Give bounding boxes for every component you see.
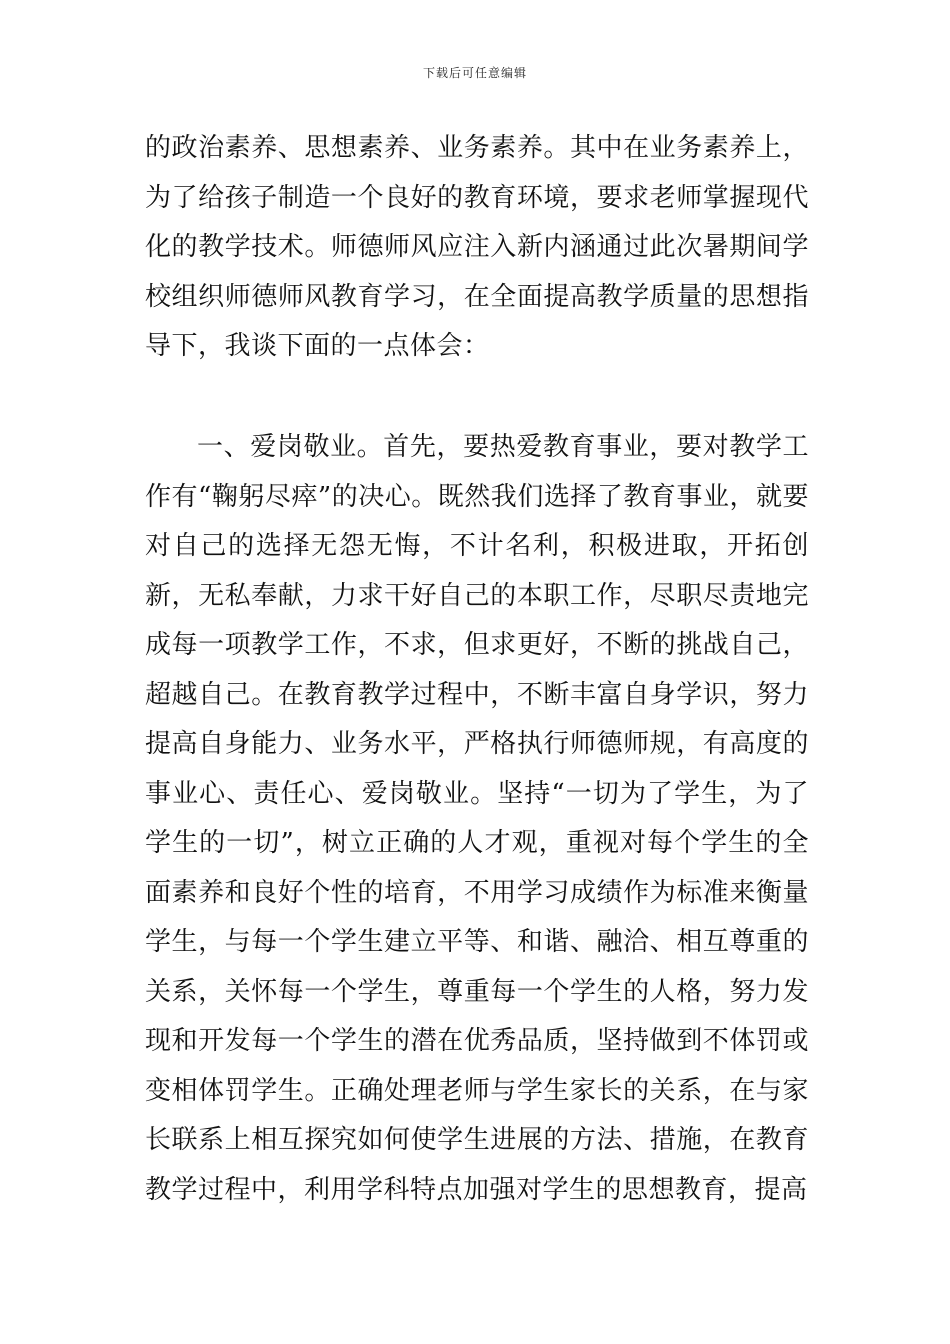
- page-header-note: 下载后可任意编辑: [422, 66, 527, 80]
- body-paragraph-2: 一、爱岗敬业。首先，要热爱教育事业，要对教学工作有“鞠躬尽瘁”的决心。既然我们选择了教育事业，就要对自己的选择无怨无悔，不计名利，积极进取，开拓创新，无私奉献，力求干好自己的本职工作，尽职尽责地完成每一项教学工作，不求，但求更好，不断的挑战自己，超越自己。在教育教学过程中，不断丰富自身学识，努力提高自身能力、业务水平，严格执行师德师规，有高度的事业心、责任心、爱岗敬业。坚持“一切为了学生，为了学生的一切”，树立正确的人才观，重视对每个学生的全面素养和良好个性的培育，不用学习成绩作为标准来衡量学生，与每一个学生建立平等、和谐、融洽、相互尊重的关系，关怀每一个学生，尊重每一个学生的人格，努力发现和开发每一个学生的潜在优秀品质，坚持做到不体罚或变相体罚学生。正确处理老师与学生家长的关系，在与家长联系上相互探究如何使学生进展的方法、措施，在教育教学过程中，利用学科特点加强对学生的思想教育，提高: [145, 432, 809, 1205]
- body-paragraph-1: 的政治素养、思想素养、业务素养。其中在业务素养上，为了给孩子制造一个良好的教育环境，要求老师掌握现代化的教学技术。师德师风应注入新内涵通过此次暑期间学校组织师德师风教育学习，在全面提高教学质量的思想指导下，我谈下面的一点体会：: [145, 133, 809, 361]
